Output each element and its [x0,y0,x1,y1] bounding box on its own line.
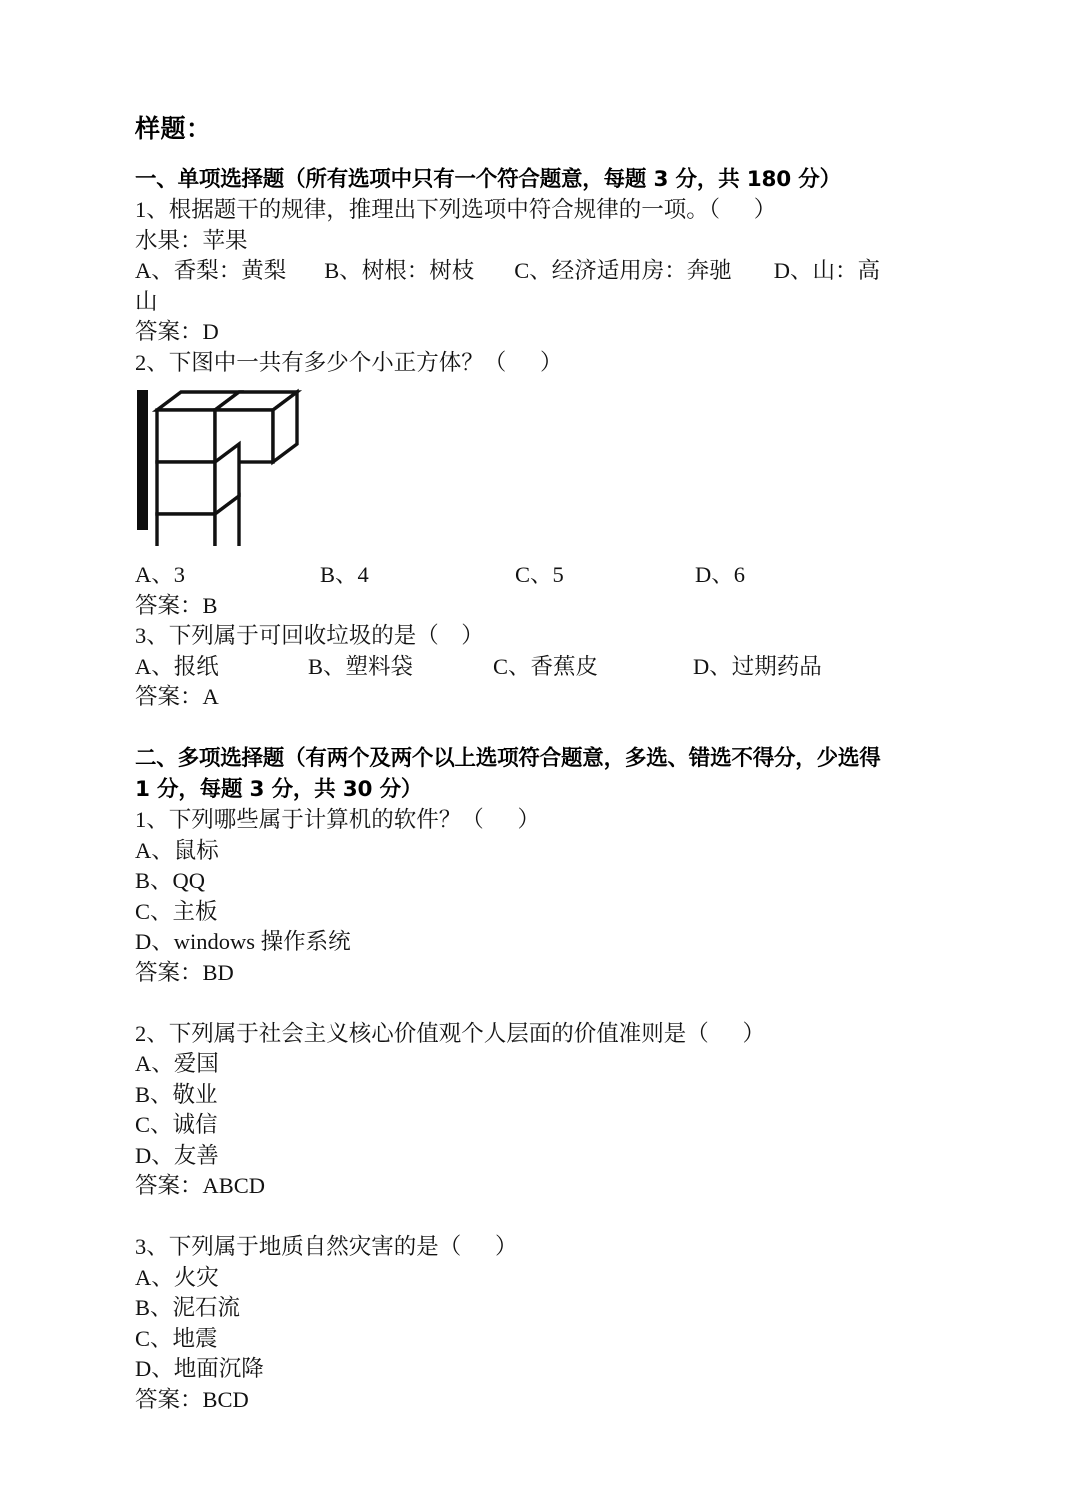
question-stem: 3、下列属于地质自然灾害的是（ ） [135,1234,518,1259]
option-b[interactable]: B、QQ [135,868,206,893]
section-multi-choice [135,743,950,1415]
option-b[interactable]: B、泥石流 [135,1295,241,1320]
option-a[interactable]: A、报纸 [135,653,219,679]
answer-line: 答案：BCD [135,1386,249,1412]
option-b[interactable]: B、树根：树枝 [324,258,475,283]
option-b[interactable]: B、4 [320,562,369,587]
question-s2-q1 [135,805,950,988]
question-stem: 1、下列哪些属于计算机的软件？（ ） [135,807,541,832]
question-s1-q3 [135,621,950,713]
answer-line: 答案：D [135,319,219,344]
question-s2-q2 [135,1019,950,1202]
option-c[interactable]: C、主板 [135,898,218,924]
option-d[interactable]: D、地面沉降 [135,1356,264,1381]
question-s1-q2 [135,348,950,622]
section-two-heading-line2: 1 分，每题 3 分，共 30 分） [135,777,423,802]
option-a[interactable]: A、鼠标 [135,837,219,863]
option-b[interactable]: B、塑料袋 [308,653,414,679]
option-row [135,652,950,683]
option-d[interactable]: D、windows 操作系统 [135,929,351,954]
question-stem: 3、下列属于可回收垃圾的是（ ） [135,623,484,648]
option-b[interactable]: B、敬业 [135,1081,218,1107]
option-row [135,560,950,591]
option-wrap-tail: 山 [135,288,158,314]
option-row [135,256,950,287]
option-d[interactable]: D、山：高 [773,258,881,283]
option-a[interactable]: A、火灾 [135,1264,219,1290]
page-title: 样题： [135,114,212,143]
cube-stack-figure [135,386,315,546]
option-c[interactable]: C、香蕉皮 [493,653,599,679]
option-d[interactable]: D、过期药品 [693,653,822,679]
answer-line: 答案：ABCD [135,1173,266,1198]
question-spacer [135,1202,950,1233]
question-spacer [135,988,950,1019]
question-stem: 2、下列属于社会主义核心价值观个人层面的价值准则是（ ） [135,1020,766,1046]
option-a[interactable]: A、香梨：黄梨 [135,258,287,283]
answer-line: 答案：BD [135,959,234,985]
answer-line: 答案：A [135,684,219,709]
figure-container [135,382,950,560]
section-spacer [135,713,950,744]
answer-line: 答案：B [135,592,218,618]
question-prompt: 水果：苹果 [135,227,248,253]
question-stem: 2、下图中一共有多少个小正方体？（ ） [135,349,563,375]
section-one-heading: 一、单项选择题（所有选项中只有一个符合题意，每题 3 分，共 180 分） [135,167,841,192]
option-a[interactable]: A、爱国 [135,1051,219,1076]
option-c[interactable]: C、5 [515,562,564,587]
question-s2-q3 [135,1232,950,1415]
section-single-choice [135,164,950,713]
document-content [135,112,950,1415]
question-s1-q1 [135,195,950,348]
option-c[interactable]: C、诚信 [135,1112,218,1137]
option-c[interactable]: C、经济适用房：奔驰 [514,258,732,283]
option-d[interactable]: D、友善 [135,1142,219,1168]
question-stem: 1、根据题干的规律，推理出下列选项中符合规律的一项。（ ） [135,197,777,222]
option-c[interactable]: C、地震 [135,1325,218,1351]
option-d[interactable]: D、6 [695,562,745,587]
option-a[interactable]: A、3 [135,562,185,587]
section-two-heading-line1: 二、多项选择题（有两个及两个以上选项符合题意，多选、错选不得分，少选得 [135,746,881,771]
